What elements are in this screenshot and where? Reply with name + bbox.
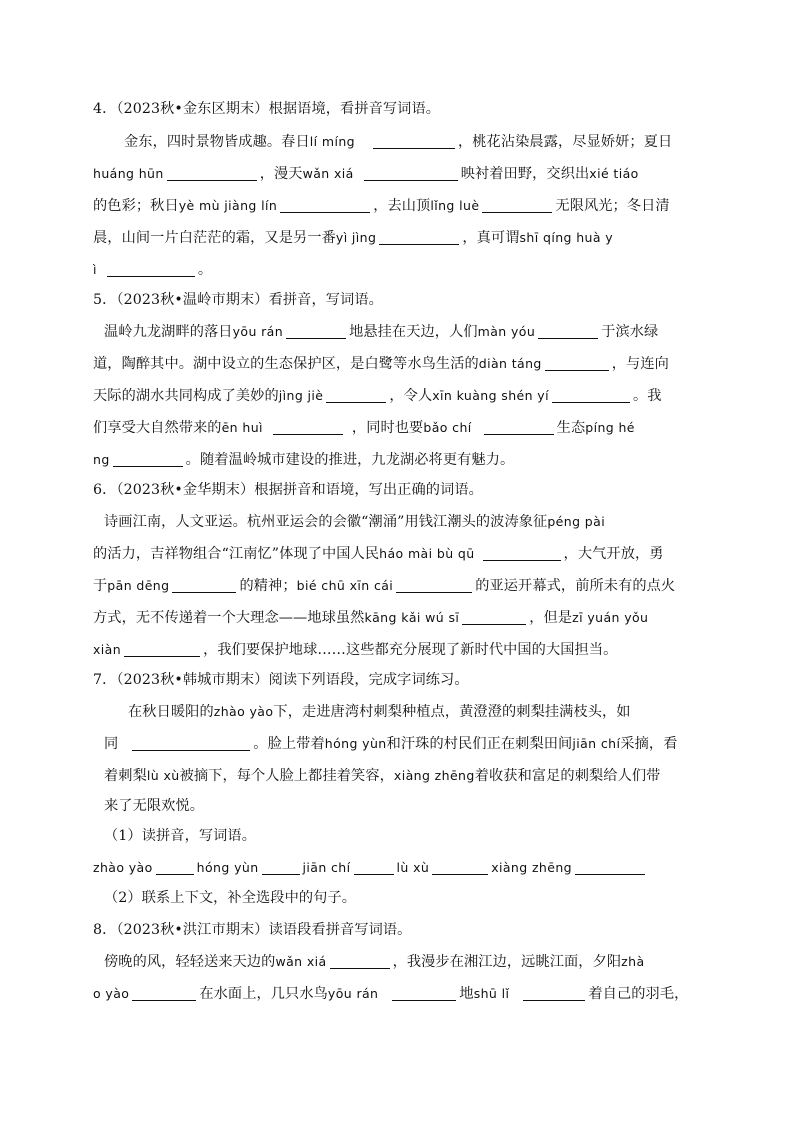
answer-blank[interactable] [326, 386, 386, 403]
answer-blank[interactable] [552, 386, 630, 403]
q7-line-4 [104, 795, 724, 817]
text: 下，走进唐湾村刺梨种植点，黄澄澄的刺梨挂满枝头，如 [273, 704, 631, 720]
text: 生态 [556, 420, 586, 436]
q8-line-1 [104, 951, 724, 973]
answer-blank[interactable] [483, 544, 561, 561]
text: 采摘，看 [620, 736, 678, 752]
q4-line-2 [93, 163, 723, 185]
q7-line-1 [128, 701, 724, 723]
pinyin: xīn kuàng shén yí [432, 388, 549, 403]
pinyin: lù xù [396, 860, 430, 875]
answer-blank[interactable] [107, 260, 195, 277]
text: 无限风光；冬日清 [555, 198, 670, 214]
text: 的精神； [239, 578, 297, 594]
text: ，我们要保护地球……这些都充分展现了新时代中国的大国担当。 [203, 642, 618, 658]
q5-line-1 [104, 321, 724, 343]
q8-line-2 [93, 983, 723, 1005]
text: 的活力，吉祥物组合“江南忆”体现了中国人民 [93, 546, 380, 562]
pinyin: jiān chí [302, 860, 351, 875]
pinyin: yōu rán [232, 324, 284, 339]
pinyin: o yào [93, 986, 130, 1001]
text: 在水面上，几只水鸟 [199, 986, 328, 1002]
q4-line-4 [93, 227, 723, 249]
text: 着刺梨 [104, 768, 147, 784]
text: ，去山顶 [373, 198, 431, 214]
text: 。 [197, 262, 213, 278]
text: 和汗珠的村民们正在刺梨田间 [386, 736, 573, 752]
q8-header-text: 8．（2023秋•洪江市期末）读语段看拼音写词语。 [93, 922, 412, 938]
pinyin: diàn táng [478, 356, 542, 371]
text: 地 [459, 986, 474, 1002]
answer-blank[interactable] [124, 640, 200, 657]
answer-blank[interactable] [280, 196, 370, 213]
answer-blank[interactable] [462, 608, 526, 625]
text: 诗画江南，人文亚运。杭州亚运会的会徽“潮涌”用钱江潮头的波涛象征 [104, 514, 548, 530]
q4-header [93, 98, 723, 120]
pinyin: shū lǐ [473, 986, 510, 1001]
pinyin: píng hé [585, 420, 635, 435]
answer-blank[interactable] [273, 418, 343, 435]
q6-header-text: 6．（2023秋•金华期末）根据拼音和语境，写出正确的词语。 [93, 482, 483, 498]
q7-sub1 [104, 825, 724, 847]
pinyin: zī yuán yǒu [572, 610, 649, 625]
answer-blank[interactable] [156, 858, 194, 875]
text: ，漫天 [259, 166, 303, 182]
pinyin: màn yóu [477, 324, 536, 339]
q7-header [93, 669, 723, 691]
pinyin: ng [93, 452, 110, 467]
q5-line-3 [93, 385, 723, 407]
text: 金东，四时景物皆成趣。春日 [124, 134, 310, 150]
q7-line-2 [104, 733, 724, 755]
text: 道，陶醉其中。湖中设立的生态保护区，是白鹭等水鸟生活的 [93, 356, 479, 372]
text: 天际的湖水共同构成了美妙的 [93, 388, 279, 404]
pinyin: pān dēng [107, 578, 170, 593]
q5-line-5 [93, 449, 723, 471]
pinyin: péng pài [547, 514, 606, 529]
q5-line-4 [93, 417, 723, 439]
q5-header-text: 5．（2023秋•温岭市期末）看拼音，写词语。 [93, 292, 383, 308]
q6-line-5 [93, 639, 723, 661]
text: ，桃花沾染晨露，尽显娇妍；夏日 [457, 134, 673, 150]
q7-sub2 [104, 887, 724, 909]
text: 。我 [632, 388, 662, 404]
sub-question: （1）读拼音，写词语。 [104, 828, 257, 844]
pinyin: yōu rán [327, 986, 379, 1001]
answer-blank[interactable] [330, 952, 390, 969]
answer-blank[interactable] [545, 354, 609, 371]
q4-line-5 [93, 259, 723, 281]
text: ，真可谓 [462, 230, 520, 246]
pinyin: bié chū xīn cái [296, 578, 394, 593]
pinyin: shī qíng huà y [519, 230, 614, 245]
answer-blank[interactable] [538, 322, 598, 339]
pinyin: lí míng [309, 134, 355, 149]
q7-line-3 [104, 765, 724, 787]
pinyin: xié tiáo [589, 166, 639, 181]
text: 方式，无不传递着一个大理念——地球虽然 [93, 610, 365, 626]
sub-question: （2）联系上下文，补全选段中的句子。 [104, 890, 357, 906]
answer-blank[interactable] [172, 576, 236, 593]
q6-header [93, 479, 723, 501]
q6-line-3 [93, 575, 723, 597]
text: 傍晚的风，轻轻送来天边的 [104, 954, 276, 970]
answer-blank[interactable] [373, 132, 455, 149]
text: ，但是 [529, 610, 573, 626]
text: ，与连向 [611, 356, 669, 372]
pinyin: bǎo chí [423, 420, 472, 435]
q6-line-2 [93, 543, 723, 565]
answer-blank[interactable] [379, 228, 459, 245]
text: ，大气开放，勇 [563, 546, 664, 562]
answer-blank[interactable] [432, 858, 488, 875]
text: 。脸上带着 [253, 736, 325, 752]
answer-blank[interactable] [484, 418, 554, 435]
answer-blank[interactable] [396, 576, 472, 593]
answer-blank[interactable] [482, 196, 552, 213]
text: 的亚运开幕式，前所未有的点火 [475, 578, 676, 594]
text: 同 [104, 736, 119, 752]
pinyin: háo mài bù qū [379, 546, 475, 561]
text: 晨，山间一片白茫茫的霜，又是另一番 [93, 230, 336, 246]
pinyin: xiàng zhēng [491, 860, 572, 875]
pinyin: xiàng zhēng [393, 768, 475, 783]
answer-blank[interactable] [132, 734, 250, 751]
pinyin: zhào yào [93, 860, 153, 875]
q6-line-4 [93, 607, 723, 629]
q7-sub1-words [93, 857, 723, 879]
q5-header [93, 289, 723, 311]
q7-header-text: 7．（2023秋•韩城市期末）阅读下列语段，完成字词练习。 [93, 672, 469, 688]
answer-blank[interactable] [113, 450, 183, 467]
text: 着自己的羽毛， [588, 986, 689, 1002]
q8-header [93, 919, 723, 941]
pinyin: yè mù jiàng lín [178, 198, 278, 213]
pinyin: yì jìng [335, 230, 377, 245]
pinyin: ì [93, 262, 97, 277]
answer-blank[interactable] [262, 858, 300, 875]
q4-line-3 [93, 195, 723, 217]
text: 于滨水绿 [601, 324, 659, 340]
answer-blank[interactable] [354, 858, 394, 875]
q4-line-1 [124, 131, 724, 153]
text: 们享受大自然带来的 [93, 420, 222, 436]
answer-blank[interactable] [523, 984, 585, 1001]
text: 的色彩；秋日 [93, 198, 179, 214]
text: 着收获和富足的刺梨给人们带 [474, 768, 661, 784]
answer-blank[interactable] [286, 322, 346, 339]
text: 于 [93, 578, 108, 594]
pinyin: hóng yùn [196, 860, 259, 875]
pinyin: kāng kǎi wú sī [364, 610, 460, 625]
pinyin: wǎn xiá [275, 954, 327, 969]
q4-header-text: 4．（2023秋•金东区期末）根据语境，看拼音写词语。 [93, 101, 441, 117]
pinyin: xiàn [93, 642, 122, 657]
text: ，令人 [389, 388, 433, 404]
answer-blank[interactable] [575, 858, 645, 875]
q5-line-2 [93, 353, 723, 375]
pinyin: zhà [621, 954, 645, 969]
pinyin: ēn huì [221, 420, 263, 435]
text: ，同时也要 [351, 420, 424, 436]
text: 地悬挂在天边，人们 [349, 324, 478, 340]
pinyin: lǐng luè [430, 198, 480, 213]
text: 。随着温岭城市建设的推进，九龙湖必将更有魅力。 [185, 452, 515, 468]
pinyin: wǎn xiá [302, 166, 354, 181]
q6-line-1 [104, 511, 724, 533]
text: 在秋日暖阳的 [128, 704, 214, 720]
answer-blank[interactable] [167, 164, 257, 181]
pinyin: hóng yùn [324, 736, 387, 751]
text: 映衬着田野，交织出 [460, 166, 590, 182]
text: 温岭九龙湖畔的落日 [104, 324, 233, 340]
text: 被摘下，每个人脸上都挂着笑容， [179, 768, 394, 784]
text: 来了无限欢悦。 [104, 798, 205, 814]
pinyin: jiān chí [572, 736, 621, 751]
answer-blank[interactable] [132, 984, 196, 1001]
pinyin: jìng jiè [278, 388, 324, 403]
answer-blank[interactable] [392, 984, 456, 1001]
text: ，我漫步在湘江边，远眺江面，夕阳 [392, 954, 622, 970]
answer-blank[interactable] [364, 164, 458, 181]
pinyin: huáng hūn [93, 166, 164, 181]
pinyin: lù xù [146, 768, 180, 783]
pinyin: zhào yào [213, 704, 274, 719]
